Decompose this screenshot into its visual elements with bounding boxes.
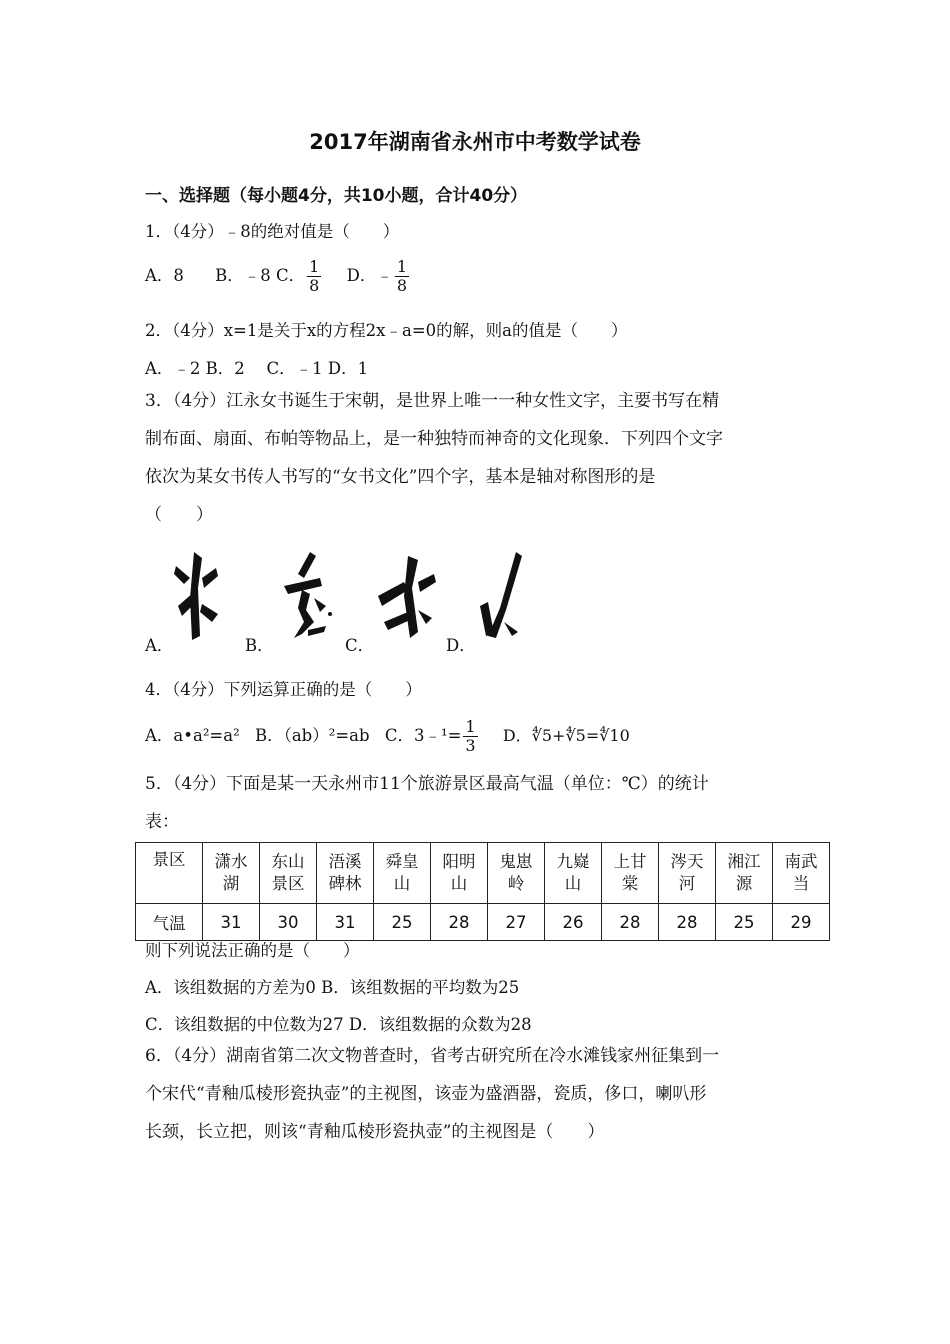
q6-line-2: 个宋代“青釉瓜棱形瓷执壶”的主视图，该壶为盛酒器，瓷质，侈口，喇叭形 bbox=[145, 1084, 707, 1104]
spot-name-line: 源 bbox=[735, 874, 753, 893]
spot-name-line: 舜皇 bbox=[385, 852, 419, 871]
spot-name-line: 南武 bbox=[784, 852, 818, 871]
page-title: 2017年湖南省永州市中考数学试卷 bbox=[309, 130, 641, 154]
q6-line-3: 长颈，长立把，则该“青釉瓜棱形瓷执壶”的主视图是（ ） bbox=[145, 1122, 605, 1142]
spot-name-line: 岭 bbox=[507, 874, 525, 893]
q1-options bbox=[145, 258, 411, 295]
q5-question: 则下列说法正确的是（ ） bbox=[145, 941, 360, 960]
table-cell: 31 bbox=[317, 904, 374, 941]
q1-option-d bbox=[347, 258, 411, 295]
table-cell: 26 bbox=[545, 904, 602, 941]
table-cell: 30 bbox=[260, 904, 317, 941]
table-cell bbox=[374, 843, 431, 904]
fraction-numerator: 1 bbox=[465, 717, 476, 736]
fraction-denominator: 3 bbox=[465, 736, 476, 755]
spot-name-line: 涔天 bbox=[670, 852, 704, 871]
q4-option-d: D．∜5+∜5=∜10 bbox=[502, 726, 630, 745]
q1-option-a: A．8 bbox=[145, 266, 184, 285]
q1-option-d-label: D．﹣ bbox=[346, 266, 393, 285]
q3-stem bbox=[145, 382, 810, 534]
q5-line-1: 5．（4分）下面是某一天永州市11个旅游景区最高气温（单位：℃）的统计 bbox=[145, 774, 709, 794]
spot-name-line: 浯溪 bbox=[328, 852, 362, 871]
table-cell: 25 bbox=[374, 904, 431, 941]
nushu-nu-glyph-icon bbox=[172, 548, 222, 643]
fraction-numerator: 1 bbox=[309, 257, 320, 276]
q1-option-c-label: C． bbox=[276, 266, 306, 285]
q3-line-3: 依次为某女书传人书写的“女书文化”四个字，基本是轴对称图形的是 bbox=[145, 467, 656, 487]
q3-option-b-label: B． bbox=[245, 636, 274, 655]
spot-name-line: 山 bbox=[450, 874, 468, 893]
table-row bbox=[136, 843, 830, 904]
q5-stem bbox=[145, 765, 810, 841]
spot-name-line: 当 bbox=[792, 874, 810, 893]
table-cell bbox=[545, 843, 602, 904]
nushu-hua-glyph-icon bbox=[476, 550, 526, 642]
table-cell: 25 bbox=[716, 904, 773, 941]
spot-name-line: 湘江 bbox=[727, 852, 761, 871]
fraction-denominator: 8 bbox=[309, 276, 320, 295]
spot-name-line: 碑林 bbox=[328, 874, 362, 893]
spot-name-line: 九嶷 bbox=[556, 852, 590, 871]
spot-name-line: 棠 bbox=[621, 874, 639, 893]
spot-name-line: 鬼崽 bbox=[499, 852, 533, 871]
nushu-shu-glyph-icon bbox=[280, 550, 335, 645]
q1-stem: 1．（4分）﹣8的绝对值是（ ） bbox=[145, 222, 400, 241]
table-cell bbox=[773, 843, 830, 904]
spot-name-line: 上甘 bbox=[613, 852, 647, 871]
q3-option-c-label: C． bbox=[345, 636, 375, 655]
q3-line-1: 3．（4分）江永女书诞生于宋朝，是世界上唯一一种女性文字，主要书写在精 bbox=[145, 391, 720, 411]
spot-name-line: 河 bbox=[678, 874, 696, 893]
q1-option-d-fraction bbox=[395, 258, 409, 295]
q4-option-a: A．a•a²=a² bbox=[145, 726, 240, 745]
table-cell: 29 bbox=[773, 904, 830, 941]
q1-option-c-fraction bbox=[307, 258, 321, 295]
table-cell bbox=[488, 843, 545, 904]
q6-line-1: 6．（4分）湖南省第二次文物普查时，省考古研究所在冷水滩钱家州征集到一 bbox=[145, 1046, 720, 1066]
fraction-denominator: 8 bbox=[396, 276, 408, 295]
table-cell: 28 bbox=[602, 904, 659, 941]
spot-name-line: 潇水 bbox=[214, 852, 248, 871]
q6-stem bbox=[145, 1037, 810, 1151]
q4-option-b: B．（ab）²=ab bbox=[254, 726, 370, 745]
q2-stem: 2．（4分）x=1是关于x的方程2x﹣a=0的解，则a的值是（ ） bbox=[145, 321, 628, 340]
q4-stem: 4．（4分）下列运算正确的是（ ） bbox=[145, 680, 422, 699]
q4-option-c-label: C．3﹣¹= bbox=[384, 726, 462, 745]
fraction-numerator: 1 bbox=[396, 257, 408, 276]
table-cell bbox=[716, 843, 773, 904]
q1-option-c bbox=[276, 258, 323, 295]
q3-option-d-label: D． bbox=[446, 636, 476, 655]
table-cell: 28 bbox=[659, 904, 716, 941]
nushu-wen-glyph-icon bbox=[374, 552, 439, 642]
spot-name-line: 山 bbox=[393, 874, 411, 893]
q3-option-a-label: A． bbox=[145, 636, 174, 655]
table-row bbox=[136, 904, 830, 941]
table-cell: 28 bbox=[431, 904, 488, 941]
table-cell bbox=[260, 843, 317, 904]
table-cell bbox=[602, 843, 659, 904]
q5-line-2: 表： bbox=[145, 812, 179, 832]
table-cell: 31 bbox=[203, 904, 260, 941]
section-heading: 一、选择题（每小题4分，共10小题，合计40分） bbox=[145, 186, 528, 206]
spot-name-line: 湖 bbox=[222, 874, 240, 893]
spot-name-line: 东山 bbox=[271, 852, 305, 871]
spot-name-line: 山 bbox=[564, 874, 582, 893]
table-header-cell: 景区 bbox=[136, 843, 203, 904]
table-cell: 27 bbox=[488, 904, 545, 941]
table-cell bbox=[203, 843, 260, 904]
table-header-cell: 气温 bbox=[136, 904, 203, 941]
q1-option-b: B．﹣8 bbox=[215, 266, 271, 285]
spot-name-line: 阳明 bbox=[442, 852, 476, 871]
q5-options-cd: C．该组数据的中位数为27 D．该组数据的众数为28 bbox=[145, 1015, 532, 1034]
q2-options: A．﹣2 B．2 C．﹣1 D．1 bbox=[145, 359, 369, 378]
q3-line-2: 制布面、扇面、布帕等物品上，是一种独特而神奇的文化现象．下列四个文字 bbox=[145, 429, 723, 449]
spot-name-line: 景区 bbox=[271, 874, 305, 893]
q4-option-c bbox=[385, 718, 480, 755]
q5-options-ab: A．该组数据的方差为0 B．该组数据的平均数为25 bbox=[145, 978, 520, 997]
q4-options bbox=[145, 718, 630, 755]
table-cell bbox=[317, 843, 374, 904]
q3-line-4: （ ） bbox=[145, 505, 213, 525]
q4-option-c-fraction bbox=[463, 718, 477, 755]
table-cell bbox=[659, 843, 716, 904]
temperature-table bbox=[135, 842, 830, 941]
table-cell bbox=[431, 843, 488, 904]
